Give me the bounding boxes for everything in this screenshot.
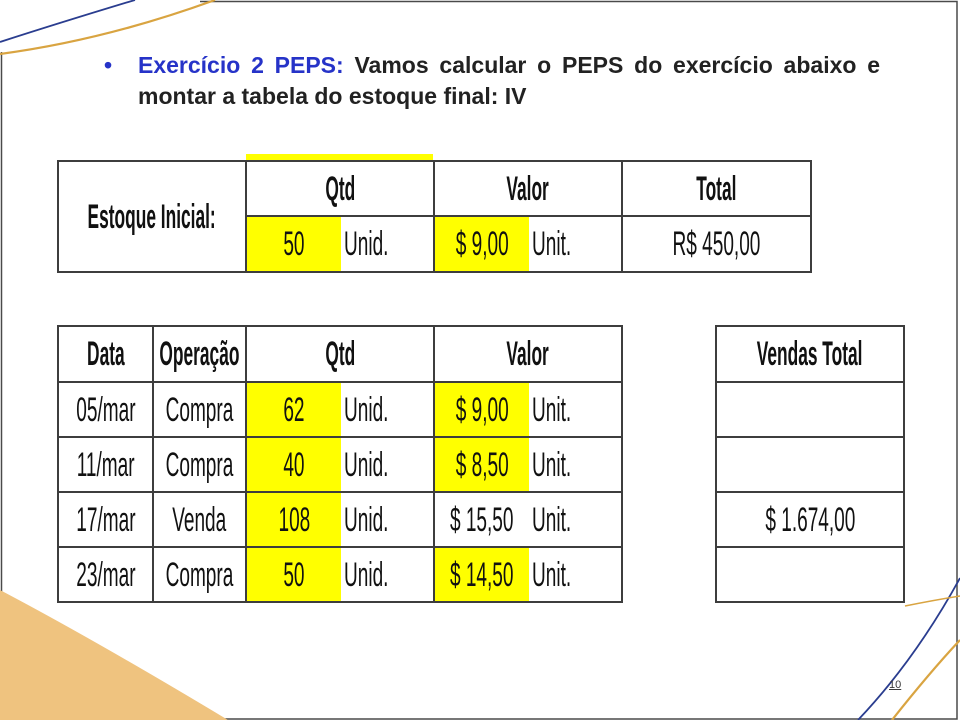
value-header — [434, 161, 622, 216]
table-row — [58, 382, 622, 437]
quantity-unit-cell — [341, 547, 434, 602]
price-unit-cell — [529, 382, 622, 437]
total-sales-cell — [716, 437, 904, 492]
quantity-value: 40 — [283, 445, 305, 484]
price-unit-cell — [529, 437, 622, 492]
operation-header — [153, 326, 246, 382]
unit-price-value: $ 9,00 — [455, 390, 509, 429]
date-value: 05/mar — [75, 390, 136, 429]
date-cell — [58, 547, 153, 602]
exercise-instructions-continued: montar a tabela do estoque final: IV — [138, 83, 527, 109]
unit-price-value: $ 8,50 — [455, 445, 509, 484]
operation-cell — [153, 382, 246, 437]
total-sales-cell — [716, 547, 904, 602]
quantity-header — [246, 326, 434, 382]
quantity-cell — [246, 547, 341, 602]
initial-stock-table — [57, 160, 812, 273]
exercise-statement-line-1 — [138, 50, 880, 81]
quantity-value: 108 — [278, 500, 310, 539]
operation-value: Compra — [165, 445, 234, 484]
quantity-cell — [246, 437, 341, 492]
quantity-cell — [246, 492, 341, 547]
price-unit: Unit. — [532, 445, 572, 484]
unit-price-value: $ 14,50 — [450, 555, 514, 594]
operation-cell — [153, 547, 246, 602]
unit-price-cell — [434, 492, 529, 547]
table-header-row — [58, 161, 811, 216]
operation-header-text: Operação — [159, 335, 240, 373]
page-number: 10 — [889, 679, 902, 691]
value-header-text: Valor — [506, 335, 550, 373]
date-value: 17/mar — [75, 500, 136, 539]
table-row — [58, 547, 622, 602]
table-row — [716, 547, 904, 602]
table-row — [716, 382, 904, 437]
operation-value: Compra — [165, 390, 234, 429]
total-cell — [622, 216, 811, 272]
total-sales-header-text: Vendas Total — [757, 335, 863, 373]
unit-price-value: $ 15,50 — [450, 500, 514, 539]
table-row — [716, 437, 904, 492]
quantity-cell — [246, 216, 341, 272]
value-header — [434, 326, 622, 382]
quantity-unit-cell — [341, 382, 434, 437]
price-unit-cell — [529, 216, 622, 272]
total-value: R$ 450,00 — [672, 225, 761, 263]
quantity-unit-cell — [341, 216, 434, 272]
table-row — [58, 437, 622, 492]
operation-cell — [153, 492, 246, 547]
quantity-unit: Unid. — [344, 500, 389, 539]
table-header-row — [716, 326, 904, 382]
total-sales-header — [716, 326, 904, 382]
price-unit: Unit. — [532, 555, 572, 594]
table-row — [716, 492, 904, 547]
top-left-blue-curve — [0, 0, 135, 42]
exercise-instructions: Vamos calcular o PEPS do exercício abaixo e — [354, 52, 880, 78]
quantity-unit-cell — [341, 492, 434, 547]
exercise-title: Exercício 2 PEPS: — [138, 52, 344, 78]
initial-stock-label-cell — [58, 161, 246, 272]
table-row — [58, 492, 622, 547]
price-unit: Unit. — [532, 390, 572, 429]
bottom-right-gold-curve — [892, 640, 960, 720]
initial-stock-label: Estoque Inicial: — [87, 197, 217, 236]
exercise-statement-line-2 — [138, 81, 880, 112]
total-header — [622, 161, 811, 216]
quantity-unit: Unid. — [344, 555, 389, 594]
date-header — [58, 326, 153, 382]
price-unit-cell — [529, 492, 622, 547]
operation-value: Venda — [172, 500, 227, 539]
quantity-unit: Unid. — [344, 225, 389, 263]
table-header-row — [58, 326, 622, 382]
operation-value: Compra — [165, 555, 234, 594]
total-sales-table — [715, 325, 905, 603]
total-header-text: Total — [696, 169, 737, 208]
quantity-value: 62 — [283, 390, 305, 429]
total-sales-cell — [716, 492, 904, 547]
total-sales-value: $ 1.674,00 — [764, 500, 855, 539]
transactions-table — [57, 325, 623, 603]
value-header-text: Valor — [506, 169, 550, 208]
bottom-left-gold-shape — [0, 590, 228, 720]
quantity-unit: Unid. — [344, 390, 389, 429]
date-cell — [58, 492, 153, 547]
unit-price-value: $ 9,00 — [455, 225, 509, 263]
unit-price-cell — [434, 216, 529, 272]
date-value: 11/mar — [76, 445, 135, 484]
date-cell — [58, 382, 153, 437]
quantity-value: 50 — [283, 555, 305, 594]
quantity-cell — [246, 382, 341, 437]
price-unit: Unit. — [532, 500, 572, 539]
price-unit: Unit. — [532, 225, 572, 263]
quantity-value: 50 — [283, 225, 305, 263]
quantity-unit-cell — [341, 437, 434, 492]
price-unit-cell — [529, 547, 622, 602]
quantity-header-text: Qtd — [325, 169, 355, 208]
quantity-header — [246, 161, 434, 216]
operation-cell — [153, 437, 246, 492]
quantity-header-text: Qtd — [325, 335, 355, 373]
date-cell — [58, 437, 153, 492]
unit-price-cell — [434, 437, 529, 492]
date-value: 23/mar — [75, 555, 136, 594]
quantity-unit: Unid. — [344, 445, 389, 484]
bullet-marker: • — [104, 52, 113, 78]
date-header-text: Data — [86, 335, 125, 373]
total-sales-cell — [716, 382, 904, 437]
bottom-right-gold-line — [905, 596, 960, 606]
unit-price-cell — [434, 547, 529, 602]
unit-price-cell — [434, 382, 529, 437]
